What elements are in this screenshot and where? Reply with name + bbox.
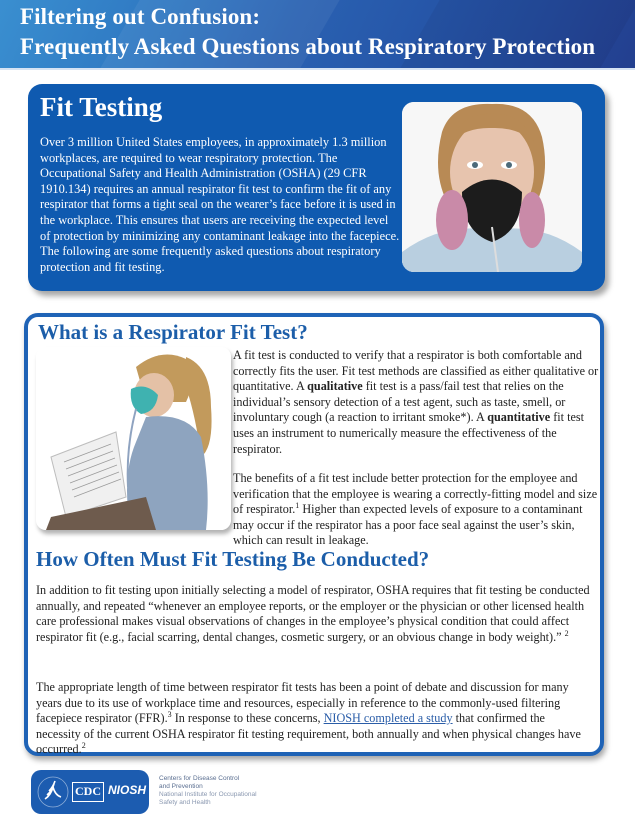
header-banner [0,0,635,68]
qualitative-term: qualitative [307,379,363,394]
footnote-ref: 1 [295,501,300,511]
woman-fit-test-image [36,347,231,530]
cdc-logo-text: CDC [72,782,104,802]
page-title-line1: Filtering out Confusion: [20,4,261,29]
niosh-logo-text: NIOSH [108,783,147,797]
quantitative-term: quantitative [487,410,551,425]
footnote-ref: 2 [564,628,569,638]
banner-divider [0,68,635,70]
page-title-line2: Frequently Asked Questions about Respiratory Protection [20,34,596,59]
footer-agency-text: Centers for Disease Control and Prevention National Institute for Occupational Safety and Health [159,775,257,806]
footnote-ref: 2 [81,741,86,751]
hhs-eagle-icon [37,775,69,809]
how-often-heading: How Often Must Fit Testing Be Conducted? [36,547,430,571]
fit-testing-card [28,84,605,291]
niosh-study-link[interactable]: NIOSH completed a study [323,711,453,726]
fit-test-photo [36,347,231,530]
respirator-photo [402,102,582,272]
fit-testing-title: Fit Testing [40,92,163,122]
how-often-paragraph-1: In addition to fit testing upon initially selecting a model of respirator, OSHA requires that fit testing be conducted annually, and repeated “whenever an employee reports, or the employer or the physician or other licensed health care professional makes visual observations of changes in the employee’s physical condition that could affect respirator fit (e.g., facial scarring, dental changes, cosmetic surgery, or an obvious change in body weight).” $^2$ [36,583,590,644]
fit-test-info-card [24,313,604,756]
woman-respirator-image [402,102,582,272]
what-is-fit-test-heading: What is a Respirator Fit Test? [38,320,308,344]
footnote-ref: 3 [167,710,172,720]
cdc-niosh-logo [31,770,149,814]
what-is-paragraph-1: A fit test is conducted to verify that a respirator is both comfortable and correctly fits the user. Fit test methods are classified as either qualitative or quantitative. A qualitative fit test is a pass/fail test that relies on the individual’s sensory detection of a test agent, such as taste, smell, or involuntary cough (a reaction to irritant smoke*). A quantitative fit test uses an instrument to numerically measure the effectiveness of the respirator. [233,348,599,456]
what-is-paragraph-2: The benefits of a fit test include better protection for the employee and verification that the employee is wearing a correctly-fitting model and size of respirator.$^1$ Higher than expected levels of exposure to a contaminant may occur if the respirator has a poor face seal against the user’s skin, which can result in leakage. [233,471,598,548]
how-often-paragraph-2: The appropriate length of time between respirator fit tests has been a point of debate and discussion for many years due to its use of workplace time and resources, especially in reference to the commonly-used filtering facepiece respirator (FFR).$^3$ In response to these concerns, NIOSH completed a study that confirmed the necessity of the current OSHA respirator fit testing requirement, both annually and when physical changes have occurred.$^2$ [36,680,581,757]
fit-testing-body: Over 3 million United States employees, in approximately 1.3 million workplaces, are required to wear respiratory protection. The Occupational Safety and Health Administration (OSHA) (29 CFR 1910.134) requires an annual respirator fit test to confirm the fit of any respirator that forms a tight seal on the wearer’s face before it is used in the workplace. This ensures that users are receiving the expected level of protection by minimizing any contaminant leakage into the facepiece. The following are some frequently asked questions about respiratory protection and fit testing. [40,135,400,274]
